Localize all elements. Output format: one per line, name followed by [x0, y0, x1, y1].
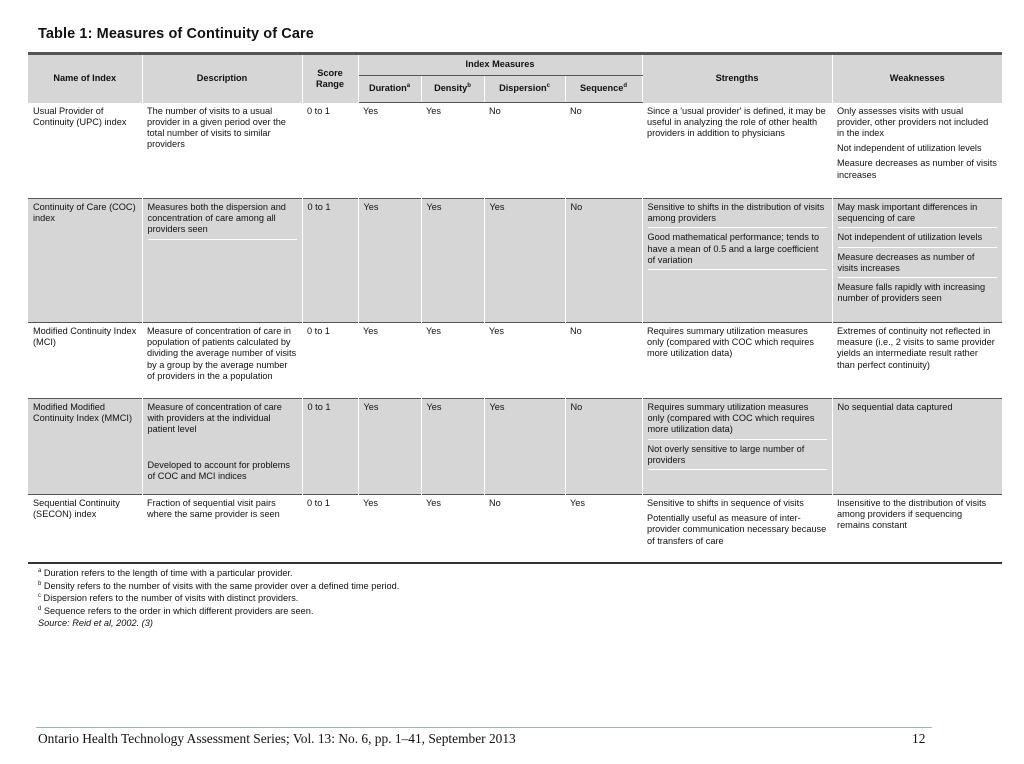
weakness-text: Insensitive to the distribution of visits among providers if sequencing remains constant: [837, 498, 987, 531]
duration-cell: Yes: [358, 399, 421, 495]
duration-cell: Yes: [358, 495, 421, 563]
continuity-of-care-table: [28, 52, 1002, 564]
weaknesses-cell: [832, 323, 1002, 399]
footnote-mark: a: [38, 567, 42, 574]
density-cell: Yes: [421, 495, 484, 563]
table-footnotes: [38, 567, 399, 630]
dispersion-cell: Yes: [484, 199, 565, 323]
footnote-text: Sequence refers to the order in which different providers are seen.: [41, 605, 314, 616]
weakness-text: Measure decreases as number of visits increases: [838, 252, 998, 278]
score-range-cell: 0 to 1: [302, 323, 358, 399]
strength-text: Not overly sensitive to large number of providers: [648, 444, 827, 470]
dispersion-cell: Yes: [484, 399, 565, 495]
header-density: [421, 76, 484, 103]
weakness-text: Only assesses visits with usual provider, other providers not included in the index: [837, 105, 989, 138]
table-row: [28, 103, 1002, 199]
header-duration: [358, 76, 421, 103]
strengths-cell: [642, 323, 832, 399]
footer-divider: [36, 727, 932, 728]
footnote: [38, 592, 399, 605]
duration-footnote-mark: a: [406, 83, 411, 90]
weaknesses-cell: [832, 495, 1002, 563]
strengths-cell: [642, 103, 832, 199]
table-row: [28, 399, 1002, 495]
footnote: [38, 567, 399, 580]
description-cell: [142, 103, 302, 199]
weakness-text: No sequential data captured: [837, 402, 953, 412]
dispersion-cell: No: [484, 495, 565, 563]
footnote-text: Dispersion refers to the number of visits with distinct providers.: [41, 593, 299, 604]
density-cell: Yes: [421, 323, 484, 399]
sequence-cell: No: [565, 199, 642, 323]
description-cell: [142, 399, 302, 495]
description-cell: [142, 323, 302, 399]
index-name-cell: Modified Modified Continuity Index (MMCI): [28, 399, 142, 495]
dispersion-cell: No: [489, 106, 501, 116]
weakness-text: Extremes of continuity not reflected in measure (i.e., 2 visits to same provider yields an intermediate result rather than perfect continuity): [837, 326, 995, 370]
description-text: Measure of concentration of care in population of patients calculated by dividing the average number of visits by a group by the average number of providers in the a population: [147, 326, 297, 381]
header-strengths: Strengths: [642, 54, 832, 103]
sequence-cell: Yes: [565, 495, 642, 563]
header-dispersion: [484, 76, 565, 103]
header-sequence: [565, 76, 642, 103]
footnote-text: Duration refers to the length of time with a particular provider.: [41, 568, 293, 578]
description-cell: [142, 495, 302, 563]
description-text: Developed to account for problems of COC and MCI indices: [147, 459, 290, 481]
table-row: [28, 199, 1002, 323]
duration-cell: Yes: [358, 323, 421, 399]
weaknesses-cell: [832, 199, 1002, 323]
footnote: [38, 580, 399, 593]
score-range-cell: 0 to 1: [302, 399, 358, 495]
page-number: 12: [912, 731, 926, 746]
weaknesses-cell: [832, 103, 1002, 199]
index-name-cell: Sequential Continuity (SECON) index: [28, 495, 142, 563]
strengths-cell: [642, 199, 832, 323]
dispersion-footnote-mark: c: [546, 83, 550, 90]
footnote-mark: b: [38, 580, 42, 587]
weakness-text: Measure decreases as number of visits increases: [837, 158, 997, 180]
duration-cell: Yes: [358, 199, 421, 323]
strength-text: Requires summary utilization measures only (compared with COC which requires more utilization data): [647, 326, 814, 359]
header-sequence-label: Sequence: [579, 83, 624, 94]
strengths-cell: [642, 495, 832, 563]
strength-text: Good mathematical performance; tends to have a mean of 0.5 and a large coefficient of variation: [648, 232, 827, 270]
density-cell: Yes: [426, 106, 441, 116]
header-duration-label: Duration: [368, 83, 407, 94]
density-cell: Yes: [421, 399, 484, 495]
description-text: Measure of concentration of care with providers at the individual patient level: [147, 402, 282, 435]
weakness-text: Measure falls rapidly with increasing number of providers seen: [837, 282, 986, 304]
strength-text: Sensitive to shifts in the distribution of visits among providers: [648, 202, 827, 228]
footnote-mark: d: [38, 605, 42, 612]
description-text: The number of visits to a usual provider in a given period over the total number of visits to similar providers: [147, 105, 286, 150]
sequence-footnote-mark: d: [623, 83, 628, 90]
table-title: Table 1: Measures of Continuity of Care: [38, 26, 314, 42]
index-name-cell: Usual Provider of Continuity (UPC) index: [33, 105, 127, 127]
footer-citation: Ontario Health Technology Assessment Series; Vol. 13: No. 6, pp. 1–41, September 2013: [38, 731, 516, 746]
description-cell: [142, 199, 302, 323]
footnote-mark: c: [38, 593, 41, 600]
strength-text: Since a 'usual provider' is defined, it may be useful in analyzing the role of other health providers in addition to physicians: [647, 105, 826, 138]
weakness-text: Not independent of utilization levels: [838, 232, 998, 247]
source-citation: Source: Reid et al, 2002. (3): [38, 618, 153, 629]
weakness-text: Not independent of utilization levels: [837, 143, 982, 154]
header-dispersion-label: Dispersion: [499, 83, 547, 94]
strengths-cell: [642, 399, 832, 495]
score-range-cell: 0 to 1: [302, 495, 358, 563]
sequence-cell: No: [565, 323, 642, 399]
score-range-cell: 0 to 1: [307, 105, 330, 116]
header-description: Description: [142, 54, 302, 103]
table-row: [28, 323, 1002, 399]
index-name-cell: Modified Continuity Index (MCI): [28, 323, 142, 399]
dispersion-cell: Yes: [484, 323, 565, 399]
density-cell: Yes: [421, 199, 484, 323]
strength-text: Potentially useful as measure of inter-provider communication necessary because of transfers of care: [647, 513, 827, 546]
header-weaknesses: Weaknesses: [832, 54, 1002, 103]
index-name-cell: Continuity of Care (COC) index: [28, 199, 142, 323]
duration-cell: Yes: [363, 106, 378, 116]
header-score-range: Score Range: [302, 54, 358, 103]
strength-text: Requires summary utilization measures only (compared with COC which requires more utilization data): [648, 402, 827, 440]
description-text: Fraction of sequential visit pairs where the same provider is seen: [147, 498, 280, 520]
table-row: [28, 495, 1002, 563]
description-text: Measures both the dispersion and concentration of care among all providers seen: [148, 202, 297, 240]
weakness-text: May mask important differences in sequencing of care: [838, 202, 998, 228]
density-footnote-mark: b: [467, 83, 471, 90]
weaknesses-cell: [832, 399, 1002, 495]
sequence-cell: No: [570, 106, 582, 116]
footnote-text: Density refers to the number of visits with the same provider over a defined time period.: [41, 580, 400, 591]
header-density-label: Density: [434, 83, 468, 94]
sequence-cell: No: [565, 399, 642, 495]
footnote: [38, 605, 399, 618]
strength-text: Sensitive to shifts in sequence of visits: [647, 498, 804, 508]
score-range-cell: 0 to 1: [302, 199, 358, 323]
header-name-of-index: Name of Index: [28, 54, 142, 103]
header-index-measures: Index Measures: [358, 54, 642, 76]
